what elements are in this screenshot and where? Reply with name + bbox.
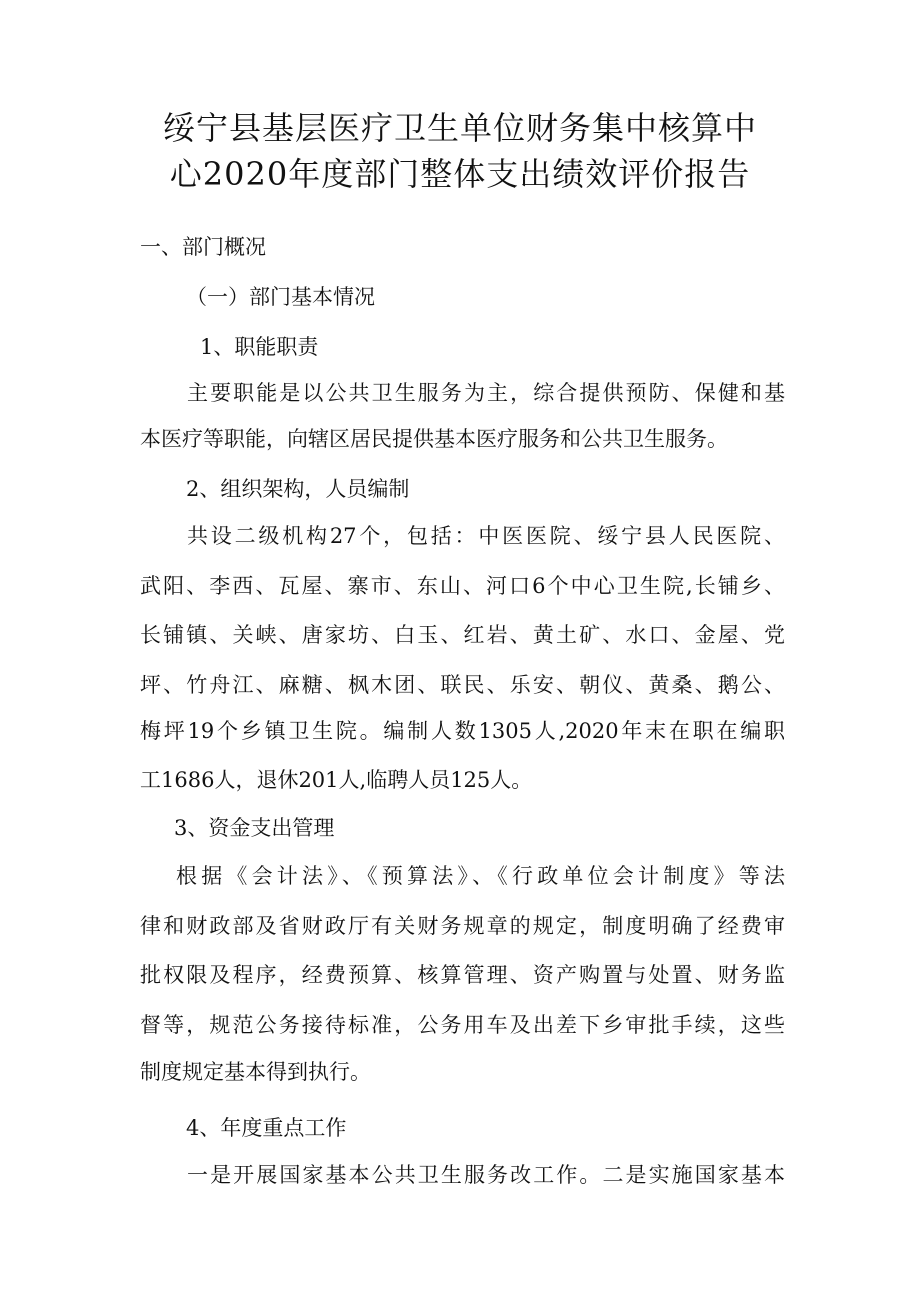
paragraph-line: 一是开展国家基本公共卫生服务改工作。二是实施国家基本 — [187, 1163, 785, 1187]
paragraph-line: 根据《会计法》、《预算法》、《行政单位会计制度》等法 — [176, 864, 785, 888]
item-heading-functions: 1、职能职责 — [200, 335, 319, 359]
paragraph-line: 长铺镇、关峡、唐家坊、白玉、红岩、黄土矿、水口、金屋、党 — [140, 623, 785, 647]
subsection-heading-basic-situation: （一）部门基本情况 — [186, 285, 375, 309]
paragraph-line: 本医疗等职能，向辖区居民提供基本医疗服务和公共卫生服务。 — [140, 427, 728, 451]
document-title-line-1: 绥宁县基层医疗卫生单位财务集中核算中 — [162, 109, 757, 147]
paragraph-line: 批权限及程序，经费预算、核算管理、资产购置与处置、财务监 — [140, 963, 785, 987]
paragraph-line: 工1686人，退休201人,临聘人员125人。 — [140, 768, 533, 792]
paragraph-line: 督等，规范公务接待标准，公务用车及出差下乡审批手续，这些 — [140, 1013, 785, 1037]
paragraph-line: 主要职能是以公共卫生服务为主，综合提供预防、保健和基 — [187, 381, 785, 405]
paragraph-line: 共设二级机构27个，包括：中医医院、绥宁县人民医院、 — [187, 524, 785, 548]
paragraph-line: 武阳、李西、瓦屋、寨市、东山、河口6个中心卫生院,长铺乡、 — [140, 574, 785, 598]
document-title-line-2: 心2020年度部门整体支出绩效评价报告 — [169, 155, 751, 193]
paragraph-line: 坪、竹舟江、麻糖、枫木团、联民、乐安、朝仪、黄桑、鹅公、 — [140, 673, 785, 697]
item-heading-key-work: 4、年度重点工作 — [186, 1116, 347, 1140]
paragraph-line: 制度规定基本得到执行。 — [140, 1060, 371, 1084]
paragraph-line: 梅坪19个乡镇卫生院。编制人数1305人,2020年末在职在编职 — [140, 719, 785, 743]
paragraph-line: 律和财政部及省财政厅有关财务规章的规定，制度明确了经费审 — [140, 914, 785, 938]
item-heading-fund-management: 3、资金支出管理 — [174, 816, 335, 840]
item-heading-organization: 2、组织架构，人员编制 — [186, 477, 410, 501]
section-heading-department-overview: 一、部门概况 — [140, 235, 266, 259]
